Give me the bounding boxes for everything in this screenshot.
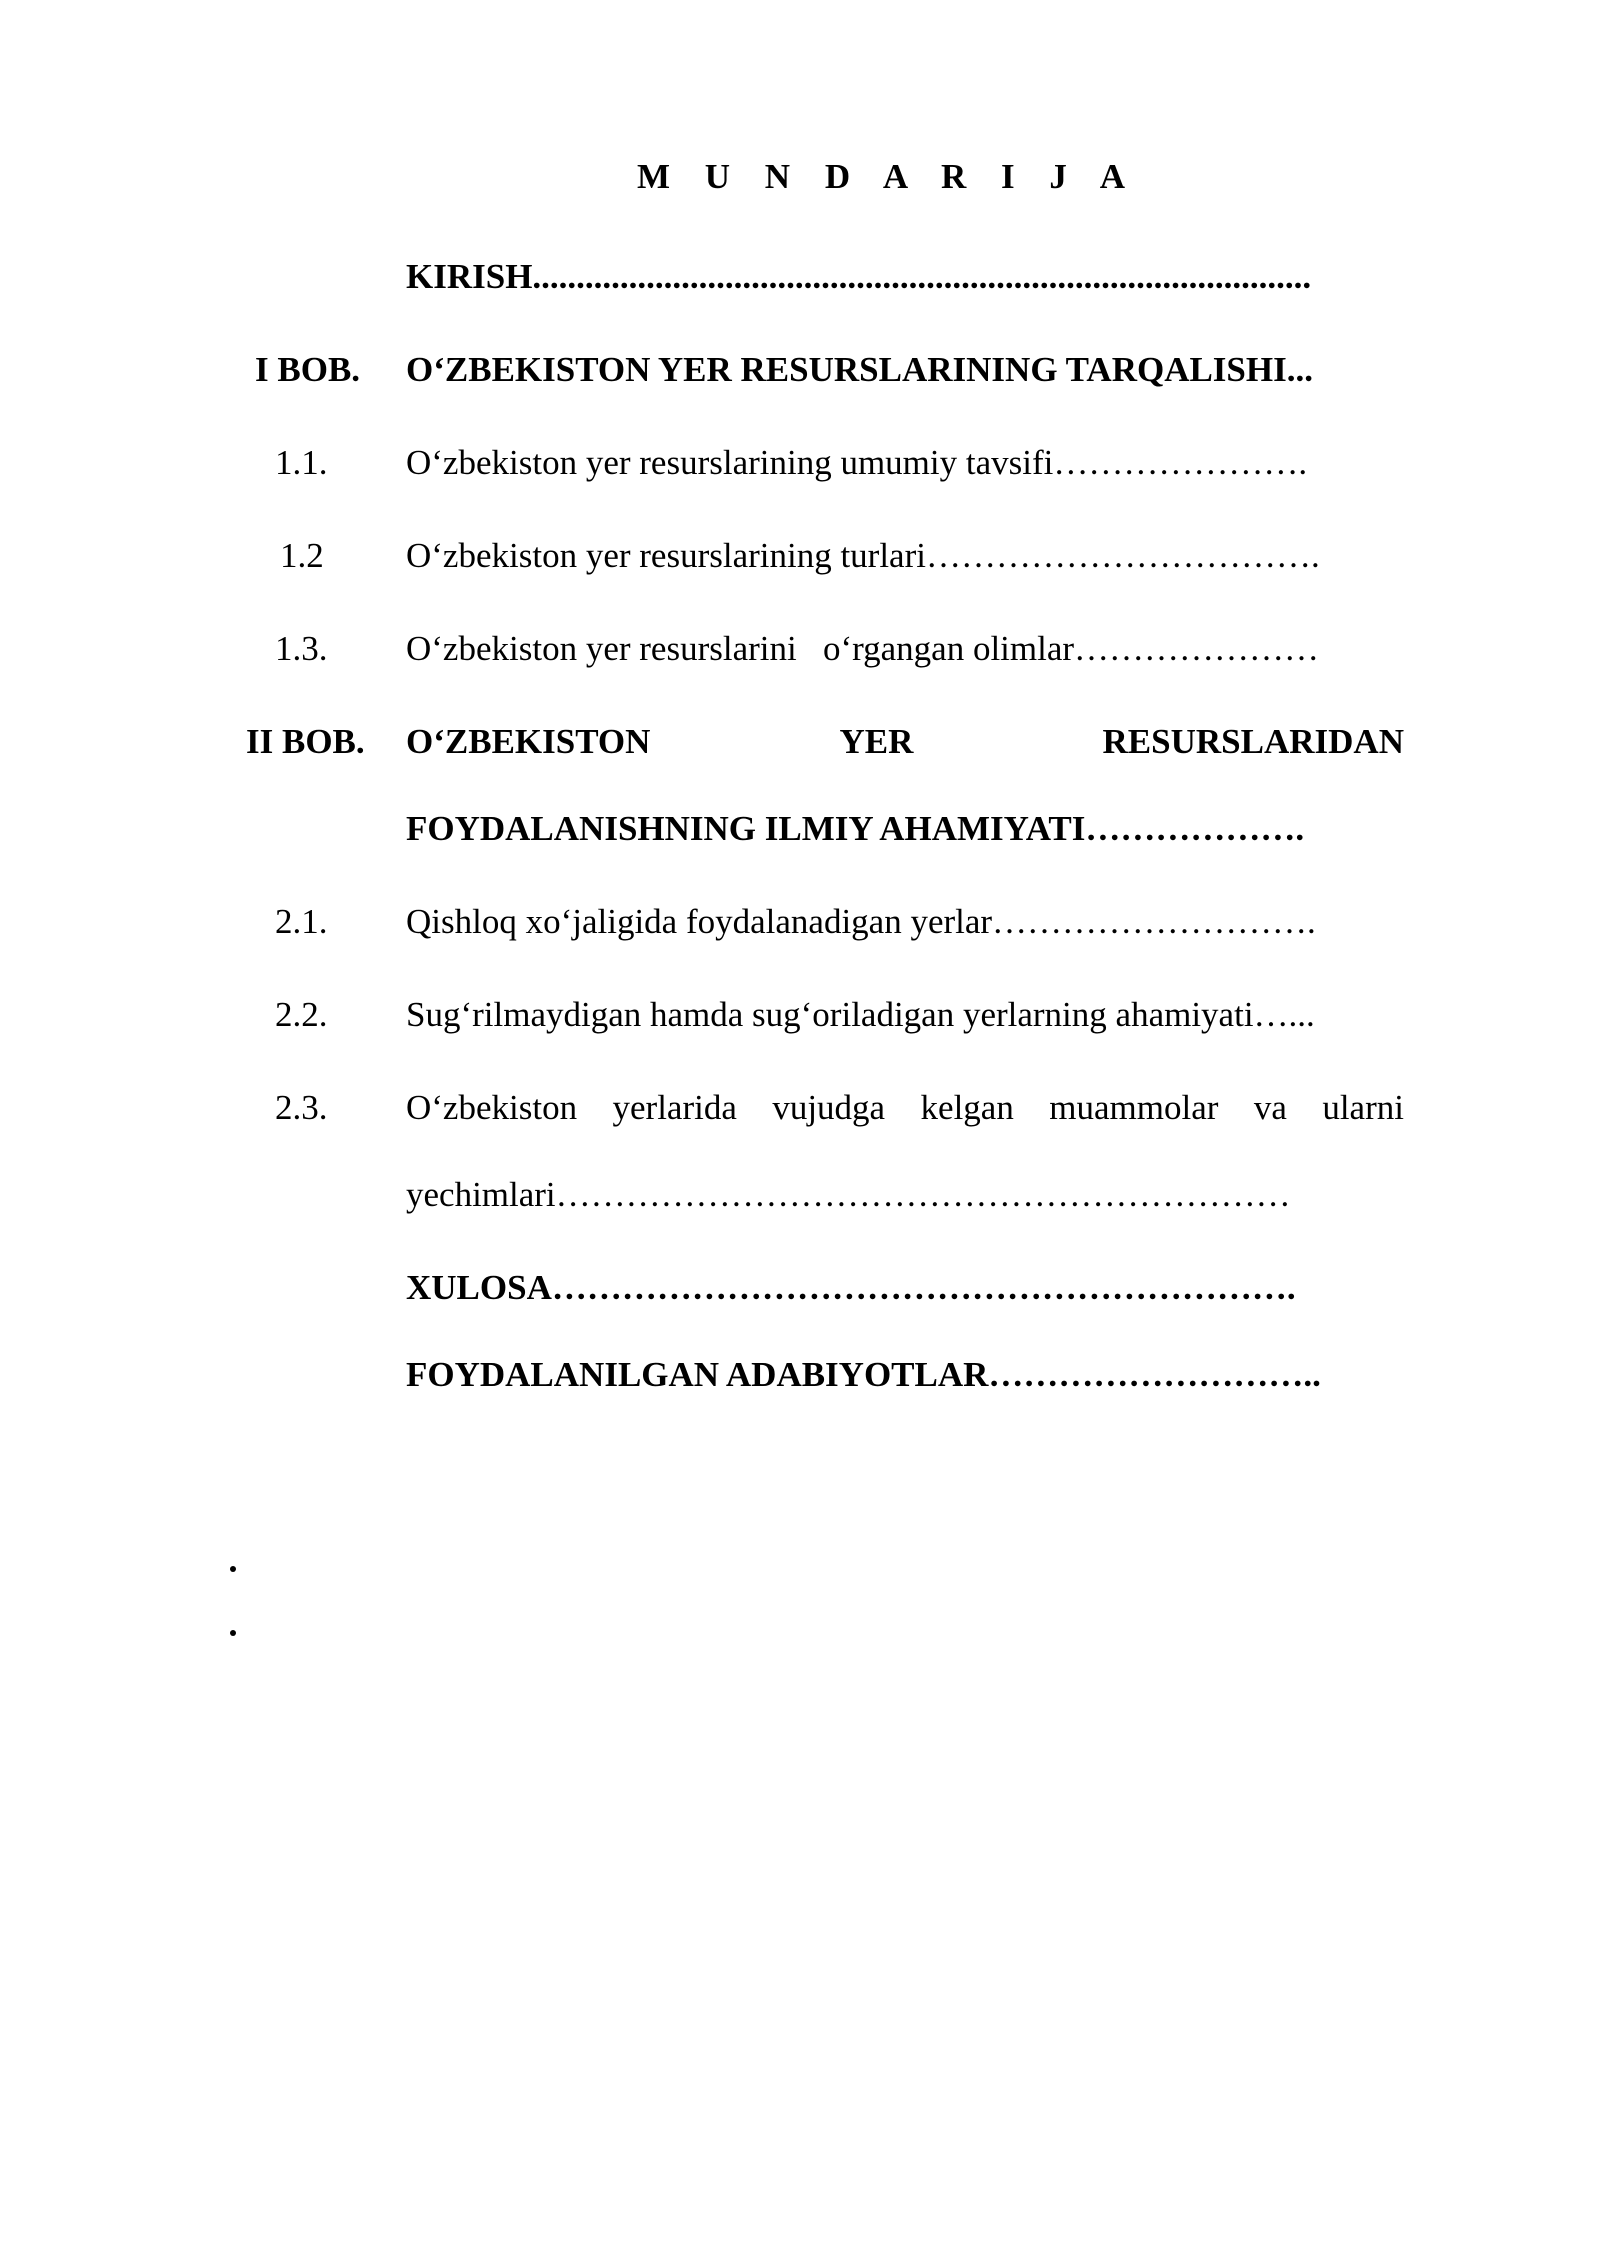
toc-number-2-2: 2.2. bbox=[275, 995, 328, 1034]
toc-entry-2-1: Qishloq xo‘jaligida foydalanadigan yerlar………………………. bbox=[406, 902, 1316, 941]
toc-word: va bbox=[1253, 1088, 1287, 1127]
toc-number-chapter-2: II BOB. bbox=[246, 722, 365, 761]
toc-entry-2-2: Sug‘rilmaydigan hamda sug‘oriladigan yerlarning ahamiyati…... bbox=[406, 995, 1315, 1034]
toc-entry-references: FOYDALANILGAN ADABIYOTLAR……………………….. bbox=[406, 1355, 1321, 1394]
toc-title: M U N D A R I J A bbox=[636, 157, 1139, 196]
toc-word: O‘zbekiston bbox=[406, 1088, 578, 1127]
toc-number-1-1: 1.1. bbox=[275, 443, 328, 482]
toc-word: ularni bbox=[1322, 1088, 1404, 1127]
bullet-mark bbox=[230, 1630, 236, 1636]
toc-number-chapter-1: I BOB. bbox=[255, 350, 361, 389]
toc-number-2-3: 2.3. bbox=[275, 1088, 328, 1127]
toc-entry-1-2: O‘zbekiston yer resurslarining turlari……………………………. bbox=[406, 536, 1320, 575]
toc-number-1-2: 1.2 bbox=[280, 536, 324, 575]
toc-entry-2-3-line-1 bbox=[406, 1083, 1404, 1133]
toc-word: RESURSLARIDAN bbox=[1102, 722, 1404, 761]
toc-word: O‘ZBEKISTON bbox=[406, 722, 651, 761]
toc-word: yerlarida bbox=[612, 1088, 737, 1127]
toc-entry-1-3: O‘zbekiston yer resurslarini o‘rgangan olimlar………………… bbox=[406, 629, 1320, 668]
toc-entry-chapter-1: O‘ZBEKISTON YER RESURSLARINING TARQALISHI... bbox=[406, 350, 1313, 389]
toc-number-1-3: 1.3. bbox=[275, 629, 328, 668]
toc-entry-kirish: KIRISH......................................................................................... bbox=[406, 257, 1312, 296]
toc-entry-chapter-2-line-1 bbox=[406, 717, 1404, 767]
toc-entry-2-3-line-2: yechimlari……………………………………………………… bbox=[406, 1175, 1291, 1214]
bullet-mark bbox=[230, 1566, 236, 1572]
toc-entry-xulosa: XULOSA………………………………………………………. bbox=[406, 1268, 1296, 1307]
toc-word: YER bbox=[839, 722, 914, 761]
toc-word: kelgan bbox=[920, 1088, 1014, 1127]
toc-entry-chapter-2-line-2: FOYDALANISHNING ILMIY AHAMIYATI………………. bbox=[406, 809, 1305, 848]
toc-word: muammolar bbox=[1049, 1088, 1219, 1127]
toc-entry-1-1: O‘zbekiston yer resurslarining umumiy tavsifi…………………. bbox=[406, 443, 1308, 482]
toc-word: vujudga bbox=[772, 1088, 886, 1127]
toc-number-2-1: 2.1. bbox=[275, 902, 328, 941]
